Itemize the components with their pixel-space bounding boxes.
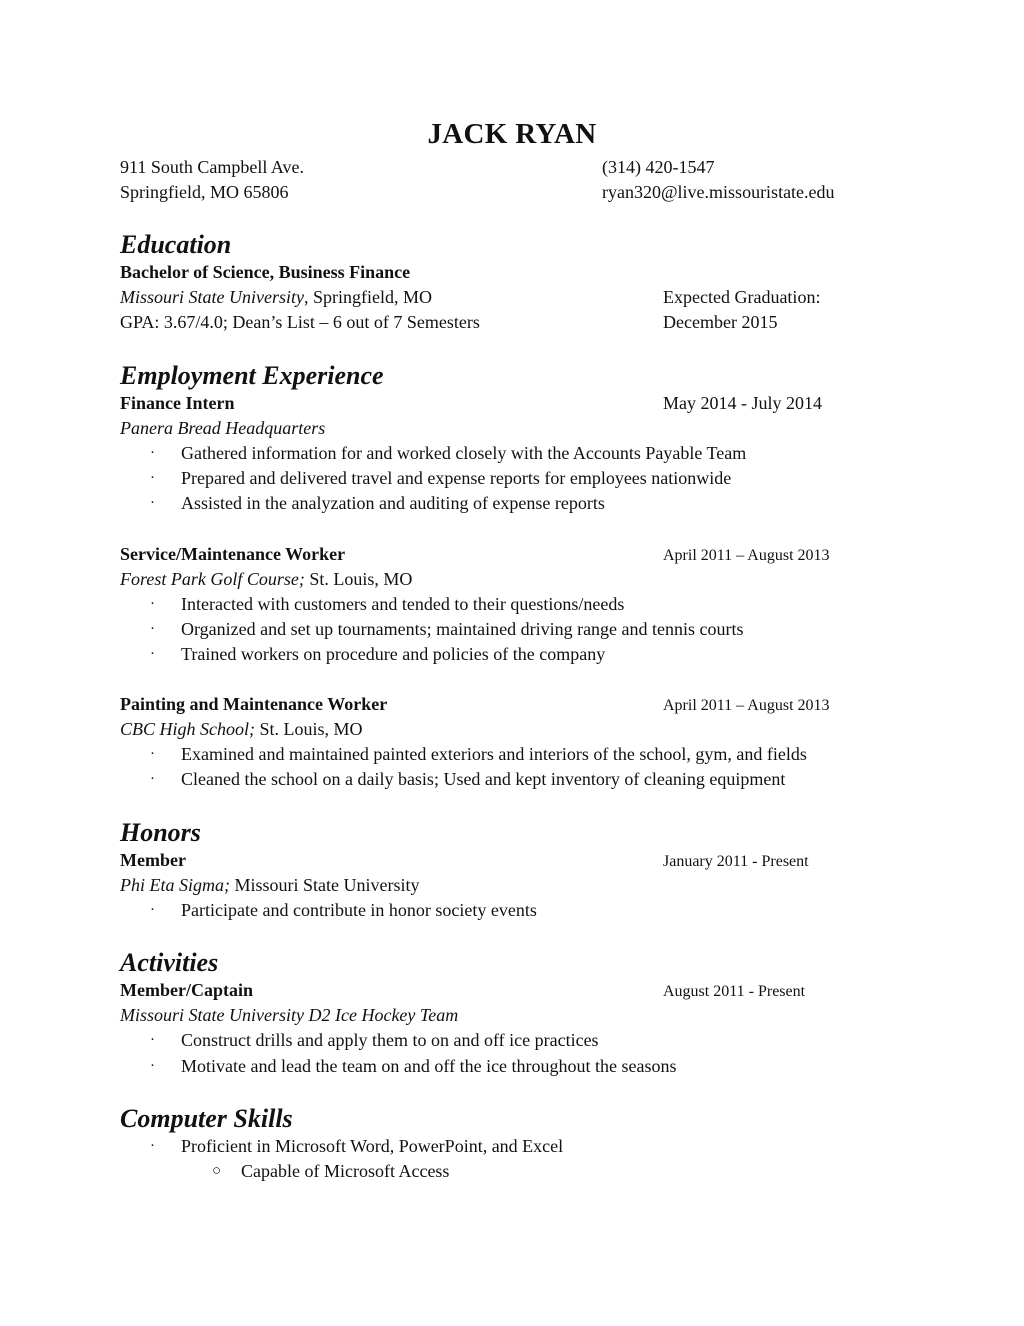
skill-sub-bullet: Capable of Microsoft Access [241, 1161, 450, 1181]
section-heading-employment: Employment Experience [120, 361, 384, 390]
job-bullet: Gathered information for and worked closely with the Accounts Payable Team [181, 443, 747, 463]
resume-name: JACK RYAN [427, 118, 597, 150]
job-location: St. Louis, MO [255, 719, 363, 739]
activity-organization: Missouri State University D2 Ice Hockey Team [120, 1005, 459, 1025]
bullet-icon: · [150, 1032, 155, 1048]
job-organization-line [120, 567, 412, 592]
gpa: GPA: 3.67/4.0; Dean’s List – 6 out of 7 Semesters [120, 312, 480, 332]
phone-number: (314) 420-1547 [602, 157, 715, 177]
address-line-1: 911 South Campbell Ave. [120, 157, 304, 177]
school-line [120, 285, 432, 310]
graduation-date: December 2015 [663, 312, 778, 332]
skill-bullet: Proficient in Microsoft Word, PowerPoint, and Excel [181, 1136, 564, 1156]
school-name: Missouri State University [120, 287, 304, 307]
bullet-icon: · [150, 646, 155, 662]
job-bullet: Organized and set up tournaments; maintained driving range and tennis courts [181, 619, 744, 639]
section-heading-education: Education [120, 230, 232, 259]
honor-organization-line [120, 873, 420, 898]
job-dates: May 2014 - July 2014 [663, 393, 822, 413]
job-bullet: Interacted with customers and tended to their questions/needs [181, 594, 625, 614]
job-location: St. Louis, MO [304, 569, 413, 589]
section-heading-activities: Activities [120, 948, 219, 977]
bullet-icon: · [150, 445, 155, 461]
bullet-icon: · [150, 596, 155, 612]
honor-title: Member [120, 850, 186, 870]
activity-title: Member/Captain [120, 980, 253, 1000]
bullet-icon: · [150, 470, 155, 486]
graduation-label: Expected Graduation: [663, 287, 821, 307]
bullet-icon: · [150, 621, 155, 637]
address-line-2: Springfield, MO 65806 [120, 182, 289, 202]
section-heading-computer-skills: Computer Skills [120, 1104, 293, 1133]
job-bullet: Assisted in the analyzation and auditing of expense reports [181, 493, 605, 513]
job-organization: Forest Park Golf Course; [120, 569, 305, 589]
job-dates: April 2011 – August 2013 [663, 697, 830, 714]
job-bullet: Cleaned the school on a daily basis; Used and kept inventory of cleaning equipment [181, 769, 786, 789]
honor-location: Missouri State University [230, 875, 420, 895]
job-title: Painting and Maintenance Worker [120, 694, 388, 714]
job-title: Service/Maintenance Worker [120, 544, 346, 564]
job-organization: CBC High School; [120, 719, 255, 739]
honor-bullet: Participate and contribute in honor society events [181, 900, 537, 920]
honor-dates: January 2011 - Present [663, 853, 809, 870]
bullet-icon: · [150, 1138, 155, 1154]
bullet-icon: · [150, 1058, 155, 1074]
bullet-icon: · [150, 495, 155, 511]
email-address: ryan320@live.missouristate.edu [602, 182, 835, 202]
bullet-icon: · [150, 746, 155, 762]
activity-bullet: Motivate and lead the team on and off the ice throughout the seasons [181, 1056, 677, 1076]
job-bullet: Examined and maintained painted exteriors and interiors of the school, gym, and fields [181, 744, 807, 764]
job-bullet: Trained workers on procedure and policies of the company [181, 644, 606, 664]
job-organization: Panera Bread Headquarters [120, 418, 326, 438]
degree: Bachelor of Science, Business Finance [120, 262, 411, 282]
school-location: , Springfield, MO [303, 287, 432, 307]
job-dates: April 2011 – August 2013 [663, 547, 830, 564]
bullet-icon: · [150, 771, 155, 787]
job-organization-line [120, 717, 363, 742]
section-heading-honors: Honors [120, 818, 201, 847]
honor-organization: Phi Eta Sigma; [120, 875, 230, 895]
bullet-icon: · [150, 902, 155, 918]
job-bullet: Prepared and delivered travel and expense reports for employees nationwide [181, 468, 732, 488]
sub-bullet-circle-icon: ○ [212, 1163, 222, 1179]
activity-dates: August 2011 - Present [663, 983, 806, 1000]
job-title: Finance Intern [120, 393, 235, 413]
activity-bullet: Construct drills and apply them to on and off ice practices [181, 1030, 599, 1050]
